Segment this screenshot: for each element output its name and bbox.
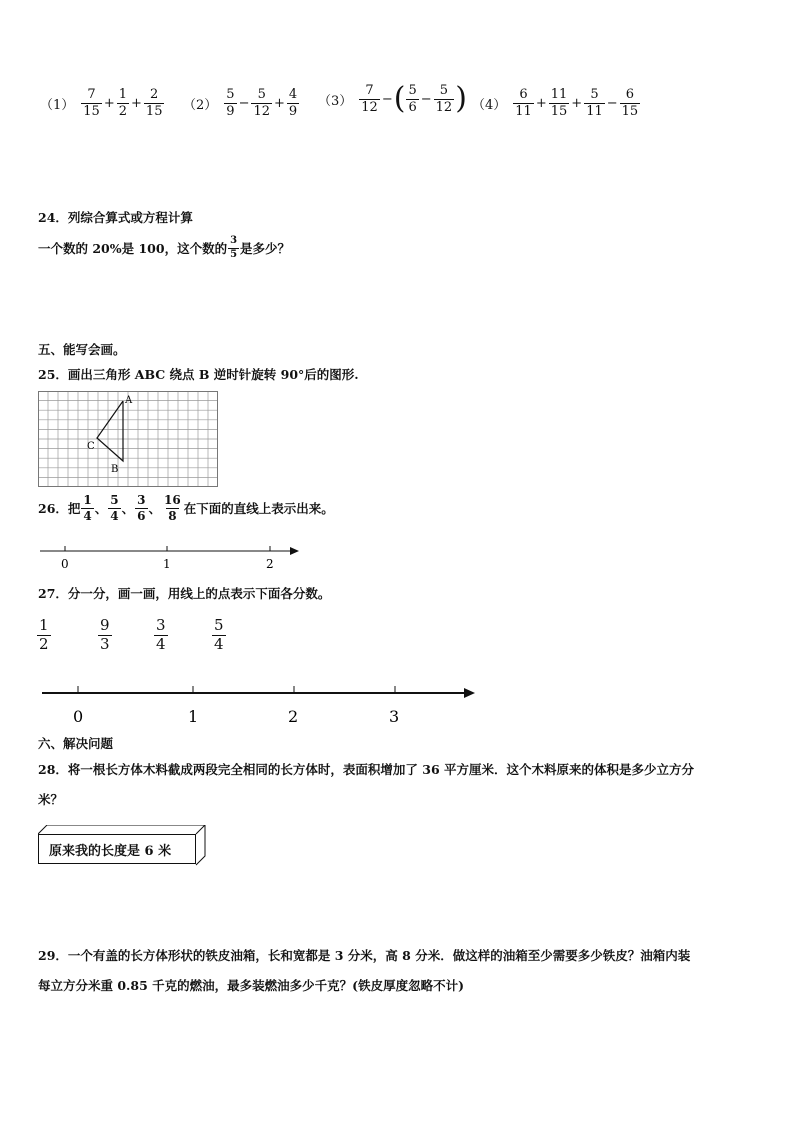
q29-text-line-1: 29．一个有盖的长方体形状的铁皮油箱，长和宽都是 3 分米，高 8 分米．做这样的油箱至少需要多少铁皮？油箱内装 (38, 948, 691, 963)
fraction-denominator: 12 (253, 103, 271, 119)
q26-separator: 、 (94, 501, 108, 517)
fraction-denominator: 11 (515, 103, 532, 119)
fraction-numerator: 6 (519, 87, 528, 102)
q27-number-line (38, 684, 478, 726)
q27-title: 27．分一分，画一画，用线上的点表示下面各分数。 (38, 586, 331, 601)
fraction-denominator: 9 (226, 103, 235, 119)
q23-expr-4 (472, 88, 641, 118)
fraction-denominator: 15 (621, 103, 639, 119)
q27-fractions (36, 618, 256, 662)
q23-expr-2 (183, 88, 300, 118)
fraction-numerator: 1 (118, 87, 128, 102)
fraction-numerator: 5 (439, 83, 449, 98)
operator: + (274, 95, 285, 111)
operator: + (535, 95, 547, 111)
vertex-label-c: C (87, 441, 95, 452)
q24-fraction-numerator: 3 (230, 235, 238, 246)
q26-fraction-3: $\frac{3}{6}$ (137, 493, 146, 523)
fraction (359, 84, 380, 114)
fraction-numerator: 2 (150, 87, 159, 102)
q27-fraction-2: $\frac{9}{3}$ (100, 616, 110, 653)
q27-axis-label-3: 3 (389, 707, 400, 726)
fraction-denominator: 2 (118, 103, 128, 119)
section-6-title: 六、解决问题 (38, 736, 114, 751)
q27-fraction-1: $\frac{1}{2}$ (39, 616, 49, 653)
q23-expr-label: （2） (183, 97, 218, 113)
fraction (251, 88, 272, 118)
fraction-numerator: 5 (590, 87, 599, 102)
q24-title: 24．列综合算式或方程计算 (38, 210, 193, 225)
parenthesis: ( (393, 81, 406, 117)
q29-text-line-2: 每立方分米重 0.85 千克的燃油，最多装燃油多少千克？(铁皮厚度忽略不计) (38, 978, 464, 993)
fraction-denominator: 11 (586, 103, 603, 119)
fraction (549, 88, 570, 118)
fraction (117, 88, 129, 118)
fraction-numerator: 11 (550, 87, 568, 102)
q25-title: 25．画出三角形 ABC 绕点 B 逆时针旋转 90°后的图形. (38, 367, 359, 382)
q28-text-line-2: 米？ (38, 792, 64, 807)
operator: + (131, 95, 142, 111)
q26-fraction-4: $\frac{16}{8}$ (164, 493, 181, 523)
operator: + (103, 95, 115, 111)
q23-expr-3 (318, 81, 467, 117)
q25-grid-figure (38, 391, 218, 487)
fraction-numerator: 5 (408, 83, 417, 98)
fraction-numerator: 5 (226, 87, 235, 102)
q24-fraction-denominator: 5 (230, 248, 238, 260)
fraction-numerator: 5 (257, 87, 266, 102)
fraction-denominator: 6 (408, 99, 417, 115)
fraction (620, 88, 641, 118)
vertex-label-a: A (125, 395, 133, 406)
fraction-numerator: 4 (288, 87, 298, 102)
fraction (81, 88, 102, 118)
q26-number-line (38, 540, 300, 574)
fraction-numerator: 6 (625, 87, 635, 102)
q24-fraction (228, 236, 239, 260)
q26-fraction-2: $\frac{5}{4}$ (110, 493, 119, 523)
operator: − (381, 91, 393, 107)
q26-suffix: 在下面的直线上表示出来。 (183, 501, 334, 517)
fraction-numerator: 7 (87, 87, 96, 102)
operator: − (606, 95, 618, 111)
q26-prefix: 26．把 (38, 501, 81, 517)
q27-axis-label-2: 2 (288, 707, 299, 726)
q28-box-text: 原来我的长度是 6 米 (49, 843, 172, 859)
q24-question (38, 236, 290, 260)
q27-axis-label-1: 1 (188, 707, 199, 726)
q28-text-line-1: 28．将一根长方体木料截成两段完全相同的长方体时，表面积增加了 36 平方厘米．这个木料原来的体积是多少立方分 (38, 762, 694, 777)
fraction (584, 88, 605, 118)
q27-axis-label-0: 0 (73, 707, 84, 726)
operator: + (571, 95, 583, 111)
q24-text-after: 是多少？ (240, 241, 291, 256)
vertex-label-b: B (111, 464, 119, 475)
q28-box-note (38, 834, 196, 864)
q26-axis-label-0: 0 (61, 557, 69, 571)
section-5-title: 五、能写会画。 (38, 342, 126, 357)
fraction-numerator: 7 (365, 83, 374, 98)
fraction (406, 84, 418, 114)
fraction (287, 88, 299, 118)
fraction (144, 88, 165, 118)
q27-fraction-4: $\frac{5}{4}$ (214, 616, 224, 653)
fraction-denominator: 15 (145, 103, 163, 119)
fraction-denominator: 12 (361, 99, 378, 115)
q26-separator: 、 (148, 501, 162, 517)
q23-expr-label: （3） (318, 93, 353, 109)
fraction-denominator: 9 (288, 103, 298, 119)
q23-expr-label: （1） (40, 97, 75, 113)
q26-separator: 、 (121, 501, 135, 517)
fraction-denominator: 12 (435, 99, 453, 115)
fraction (434, 84, 455, 114)
q24-text-before: 一个数的 20%是 100，这个数的 (38, 241, 228, 256)
operator: − (420, 91, 432, 107)
fraction-denominator: 15 (550, 103, 568, 119)
fraction (224, 88, 236, 118)
q23-expr-label: （4） (472, 97, 507, 113)
fraction-denominator: 15 (83, 103, 100, 119)
q26-axis-label-2: 2 (266, 557, 274, 571)
q26-fraction-1: $\frac{1}{4}$ (83, 493, 92, 523)
q23-expr-1 (40, 88, 165, 118)
parenthesis: ) (455, 81, 467, 117)
q26-question (38, 494, 334, 522)
q27-fraction-3: $\frac{3}{4}$ (156, 616, 166, 653)
fraction (513, 88, 534, 118)
operator: − (238, 95, 250, 111)
q26-axis-label-1: 1 (163, 557, 171, 571)
